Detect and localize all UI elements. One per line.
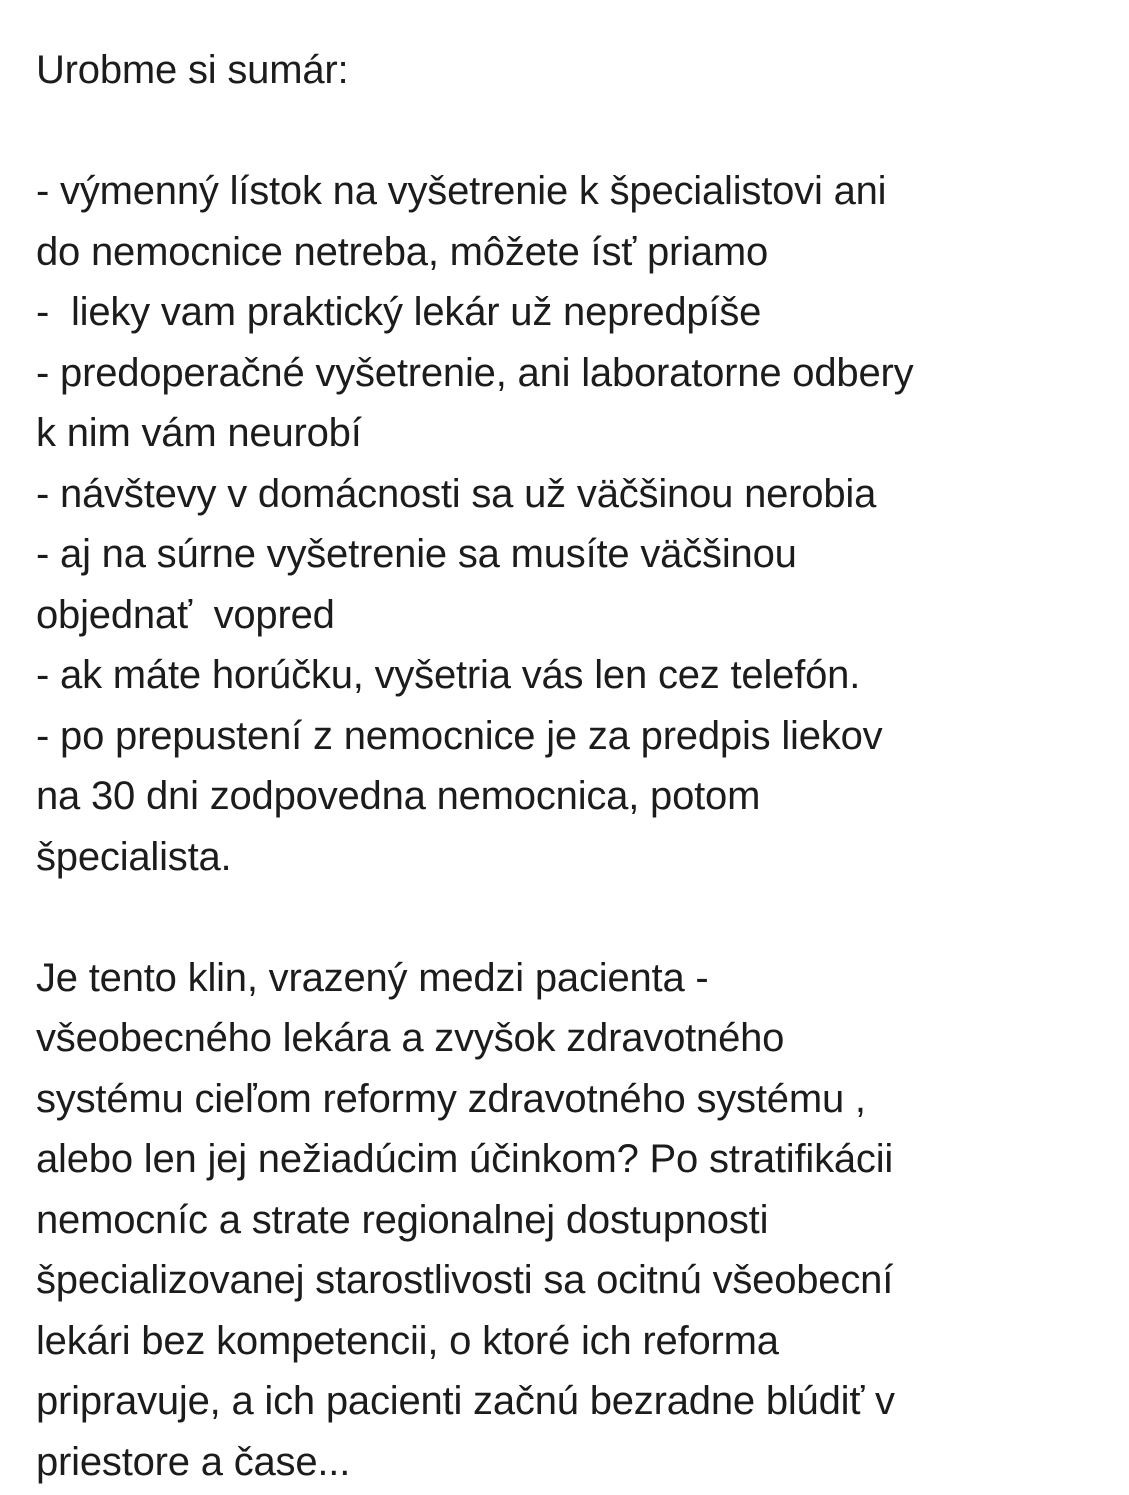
list-line: - výmenný lístok na vyšetrenie k špecialistovi ani <box>36 169 887 213</box>
paragraph-line: všeobecného lekára a zvyšok zdravotného <box>36 1016 785 1060</box>
paragraph-line: alebo len jej nežiadúcim účinkom? Po stratifikácii <box>36 1137 894 1181</box>
list-line: - predoperačné vyšetrenie, ani laboratorne odbery <box>36 350 914 395</box>
list-line: - aj na súrne vyšetrenie sa musíte väčšinou <box>36 532 797 576</box>
paragraph-line: lekári bez kompetencii, o ktoré ich reforma <box>36 1318 779 1363</box>
paragraph-line: systému cieľom reformy zdravotného systému , <box>36 1076 866 1121</box>
post-heading: Urobme si sumár: <box>36 48 349 92</box>
list-line: objednať vopred <box>36 592 335 637</box>
closing-paragraph <box>36 948 1106 1493</box>
paragraph-line: špecializovanej starostlivosti sa ocitnú všeobecní <box>36 1258 894 1302</box>
blank-line <box>36 101 1106 162</box>
summary-list <box>36 161 1106 887</box>
paragraph-line: priestore a čase... <box>36 1439 351 1484</box>
list-line: - návštevy v domácnosti sa už väčšinou nerobia <box>36 471 877 516</box>
post-text <box>36 40 1106 1492</box>
list-line: špecialista. <box>36 834 232 879</box>
list-line: do nemocnice netreba, môžete ísť priamo <box>36 229 769 274</box>
paragraph-line: Je tento klin, vrazený medzi pacienta - <box>36 955 709 1000</box>
list-line: k nim vám neurobí <box>36 411 362 455</box>
list-line: - po prepustení z nemocnice je za predpis liekov <box>36 713 883 758</box>
paragraph-line: nemocníc a strate regionalnej dostupnosti <box>36 1197 769 1242</box>
list-line: - ak máte horúčku, vyšetria vás len cez telefón. <box>36 653 861 697</box>
paragraph-line: pripravuje, a ich pacienti začnú bezradne blúdiť v <box>36 1379 895 1423</box>
list-line: na 30 dni zodpovedna nemocnica, potom <box>36 774 761 818</box>
blank-line <box>36 887 1106 948</box>
list-line: - lieky vam praktický lekár už nepredpíše <box>36 290 762 334</box>
